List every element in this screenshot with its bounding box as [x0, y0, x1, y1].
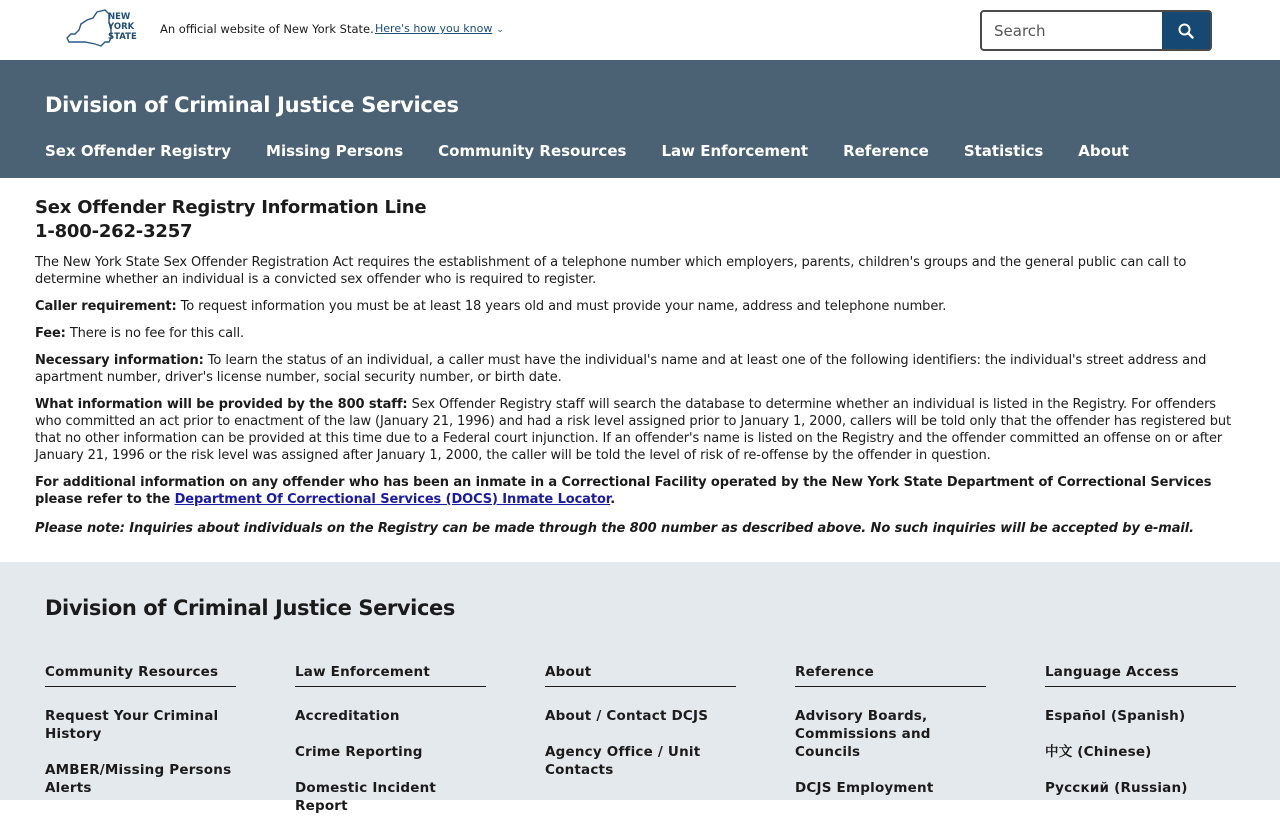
caller-requirement-paragraph: [35, 298, 1245, 315]
footer-link[interactable]: About / Contact DCJS: [545, 708, 709, 724]
what-info-text: Sex Offender Registry staff will search the database to determine whether an individual is listed in the Registry. For offenders who committed an act prior to enactment of the law (January 21, 1996) and had a risk level assigned prior to January 1, 2000, callers will be told only that the offender has registered but that no other information can be provided at this time due to a Federal court injunction. If an offender's name is listed on the Registry and the offender committed an offense on or after January 21, 1996 or the risk level was assigned after January 1, 2000, the caller will be told the level of risk of re-offense by the offender in question.: [35, 397, 1231, 463]
what-info-paragraph: [35, 396, 1245, 464]
additional-info-paragraph: [35, 474, 1245, 508]
footer-col-language-access: [1045, 664, 1236, 833]
footer-col-heading: Language Access: [1045, 664, 1236, 687]
svg-text:NEW: NEW: [108, 12, 131, 22]
page-title: [35, 196, 1245, 244]
search-input[interactable]: [982, 12, 1162, 49]
universal-header: [0, 0, 1280, 60]
footer-col-heading: Reference: [795, 664, 986, 687]
page-title-phone: 1-800-262-3257: [35, 221, 193, 242]
fee-text: There is no fee for this call.: [65, 326, 245, 341]
intro-paragraph: The New York State Sex Offender Registration Act requires the establishment of a telephone number which employers, parents, children's groups and the general public can call to determine whether an individual is a convicted sex offender who is required to register.: [35, 255, 1187, 287]
additional-info-period: .: [610, 492, 616, 507]
footer-link[interactable]: DCJS Employment: [795, 780, 934, 796]
footer-link[interactable]: Crime Reporting: [295, 744, 423, 760]
page-title-line1: Sex Offender Registry Information Line: [35, 197, 427, 218]
footer-link[interactable]: 中文 (Chinese): [1045, 744, 1152, 760]
ny-state-logo-icon[interactable]: [65, 8, 143, 52]
nav-sex-offender-registry[interactable]: Sex Offender Registry: [45, 142, 232, 160]
footer-col-heading: Community Resources: [45, 664, 236, 687]
what-info-label: What information will be provided by the 800 staff:: [35, 397, 408, 412]
footer-link[interactable]: Español (Spanish): [1045, 708, 1186, 724]
footer-link[interactable]: Agency Office / Unit Contacts: [545, 744, 701, 778]
footer-col-reference: [795, 664, 986, 833]
footer-col-community-resources: [45, 664, 236, 833]
caller-requirement-text: To request information you must be at least 18 years old and must provide your name, address and telephone number.: [176, 299, 947, 314]
footer-link[interactable]: AMBER/Missing Persons Alerts: [45, 762, 232, 796]
search-icon: [1178, 23, 1194, 39]
footer-title[interactable]: Division of Criminal Justice Services: [45, 596, 455, 620]
docs-inmate-locator-link[interactable]: Department Of Correctional Services (DOCS) Inmate Locator: [174, 492, 611, 507]
footer-columns: [45, 664, 1236, 833]
footer-link[interactable]: Accreditation: [295, 708, 400, 724]
caller-requirement-label: Caller requirement:: [35, 299, 177, 314]
svg-text:YORK: YORK: [108, 22, 135, 32]
nav-law-enforcement[interactable]: Law Enforcement: [661, 142, 809, 160]
official-site-text: An official website of New York State.: [160, 22, 374, 36]
nav-missing-persons[interactable]: Missing Persons: [266, 142, 404, 160]
nav-community-resources[interactable]: Community Resources: [438, 142, 627, 160]
footer-link[interactable]: Русский (Russian): [1045, 780, 1188, 796]
additional-info-text: For additional information on any offender who has been an inmate in a Correctional Facility operated by the New York State Department of Correctional Services please refer to the: [35, 475, 1212, 507]
agency-title[interactable]: Division of Criminal Justice Services: [45, 93, 459, 117]
nav-statistics[interactable]: Statistics: [963, 142, 1044, 160]
chevron-down-icon: ⌄: [496, 25, 504, 35]
necessary-info-label: Necessary information:: [35, 353, 204, 368]
site-footer: [0, 562, 1280, 814]
footer-link[interactable]: Request Your Criminal History: [45, 708, 219, 742]
necessary-info-paragraph: [35, 352, 1245, 386]
footer-col-heading: Law Enforcement: [295, 664, 486, 687]
please-note-paragraph: Please note: Inquiries about individuals on the Registry can be made through the 800 number as described above. No such inquiries will be accepted by e-mail.: [35, 521, 1194, 536]
how-you-know-link[interactable]: [375, 22, 504, 35]
footer-col-heading: About: [545, 664, 736, 687]
footer-col-law-enforcement: [295, 664, 486, 833]
how-you-know-label: Here's how you know: [375, 22, 493, 35]
svg-text:STATE: STATE: [108, 32, 137, 42]
footer-link[interactable]: Domestic Incident Report: [295, 780, 437, 814]
nav-about[interactable]: About: [1078, 142, 1129, 160]
main-nav: [45, 142, 1164, 160]
fee-paragraph: [35, 325, 1245, 342]
search-form: [980, 10, 1212, 51]
search-button[interactable]: [1162, 12, 1210, 49]
nav-reference[interactable]: Reference: [843, 142, 929, 160]
main-content: [0, 178, 1280, 562]
footer-col-about: [545, 664, 736, 833]
footer-link[interactable]: Advisory Boards, Commissions and Councils: [795, 708, 931, 760]
agency-header: [0, 60, 1280, 178]
necessary-info-text: To learn the status of an individual, a caller must have the individual's name and at least one of the following identifiers: the individual's street address and apartment number, driver's license number, social security number, or birth date.: [35, 353, 1207, 385]
fee-label: Fee:: [35, 326, 66, 341]
